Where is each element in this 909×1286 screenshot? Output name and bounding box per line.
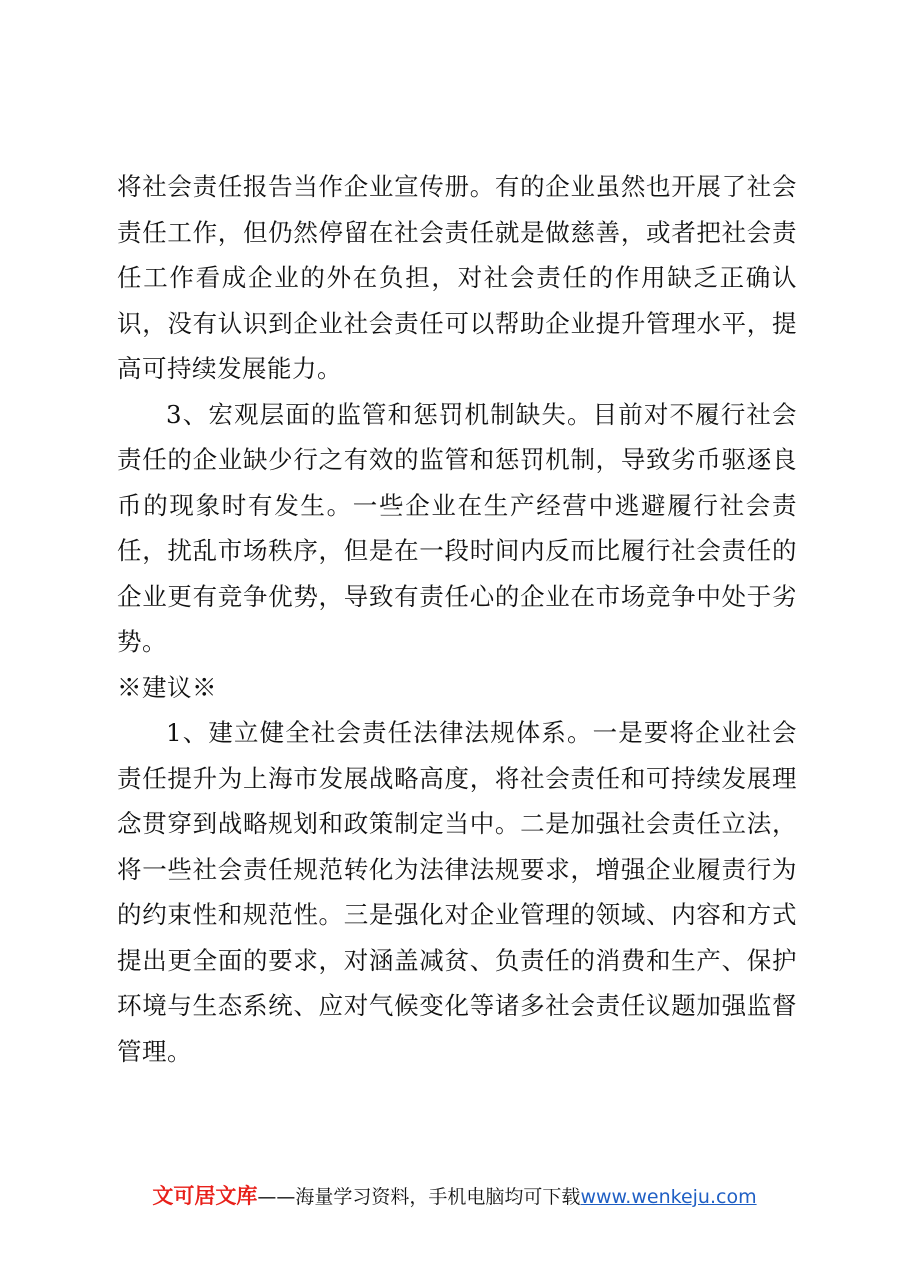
document-body (117, 164, 797, 1074)
footer-banner (0, 1181, 909, 1212)
footer-website-link[interactable]: www.wenkeju.com (580, 1186, 757, 1208)
section-heading-suggestions: ※建议※ (117, 672, 217, 702)
footer-brand-logo: 文可居文库 (152, 1184, 258, 1208)
footer-tagline: ——海量学习资料，手机电脑均可下载 (257, 1186, 581, 1208)
paragraph-regulation-gap: 3、宏观层面的监管和惩罚机制缺失。目前对不履行社会责任的企业缺少行之有效的监管和惩罚机制，导致劣币驱逐良币的现象时有发生。一些企业在生产经营中逃避履行社会责任，扰乱市场秩序，但是在一段时间内反而比履行社会责任的企业更有竞争优势，导致有责任心的企业在市场竞争中处于劣势。 (117, 399, 797, 656)
paragraph-continuation: 将社会责任报告当作企业宣传册。有的企业虽然也开展了社会责任工作，但仍然停留在社会责任就是做慈善，或者把社会责任工作看成企业的外在负担，对社会责任的作用缺乏正确认识，没有认识到企业社会责任可以帮助企业提升管理水平，提高可持续发展能力。 (117, 172, 797, 383)
paragraph-legal-system: 1、建立健全社会责任法律法规体系。一是要将企业社会责任提升为上海市发展战略高度，将社会责任和可持续发展理念贯穿到战略规划和政策制定当中。二是加强社会责任立法，将一些社会责任规范转化为法律法规要求，增强企业履责行为的约束性和规范性。三是强化对企业管理的领域、内容和方式提出更全面的要求，对涵盖减贫、负责任的消费和生产、保护环境与生态系统、应对气候变化等诸多社会责任议题加强监督管理。 (117, 718, 797, 1066)
